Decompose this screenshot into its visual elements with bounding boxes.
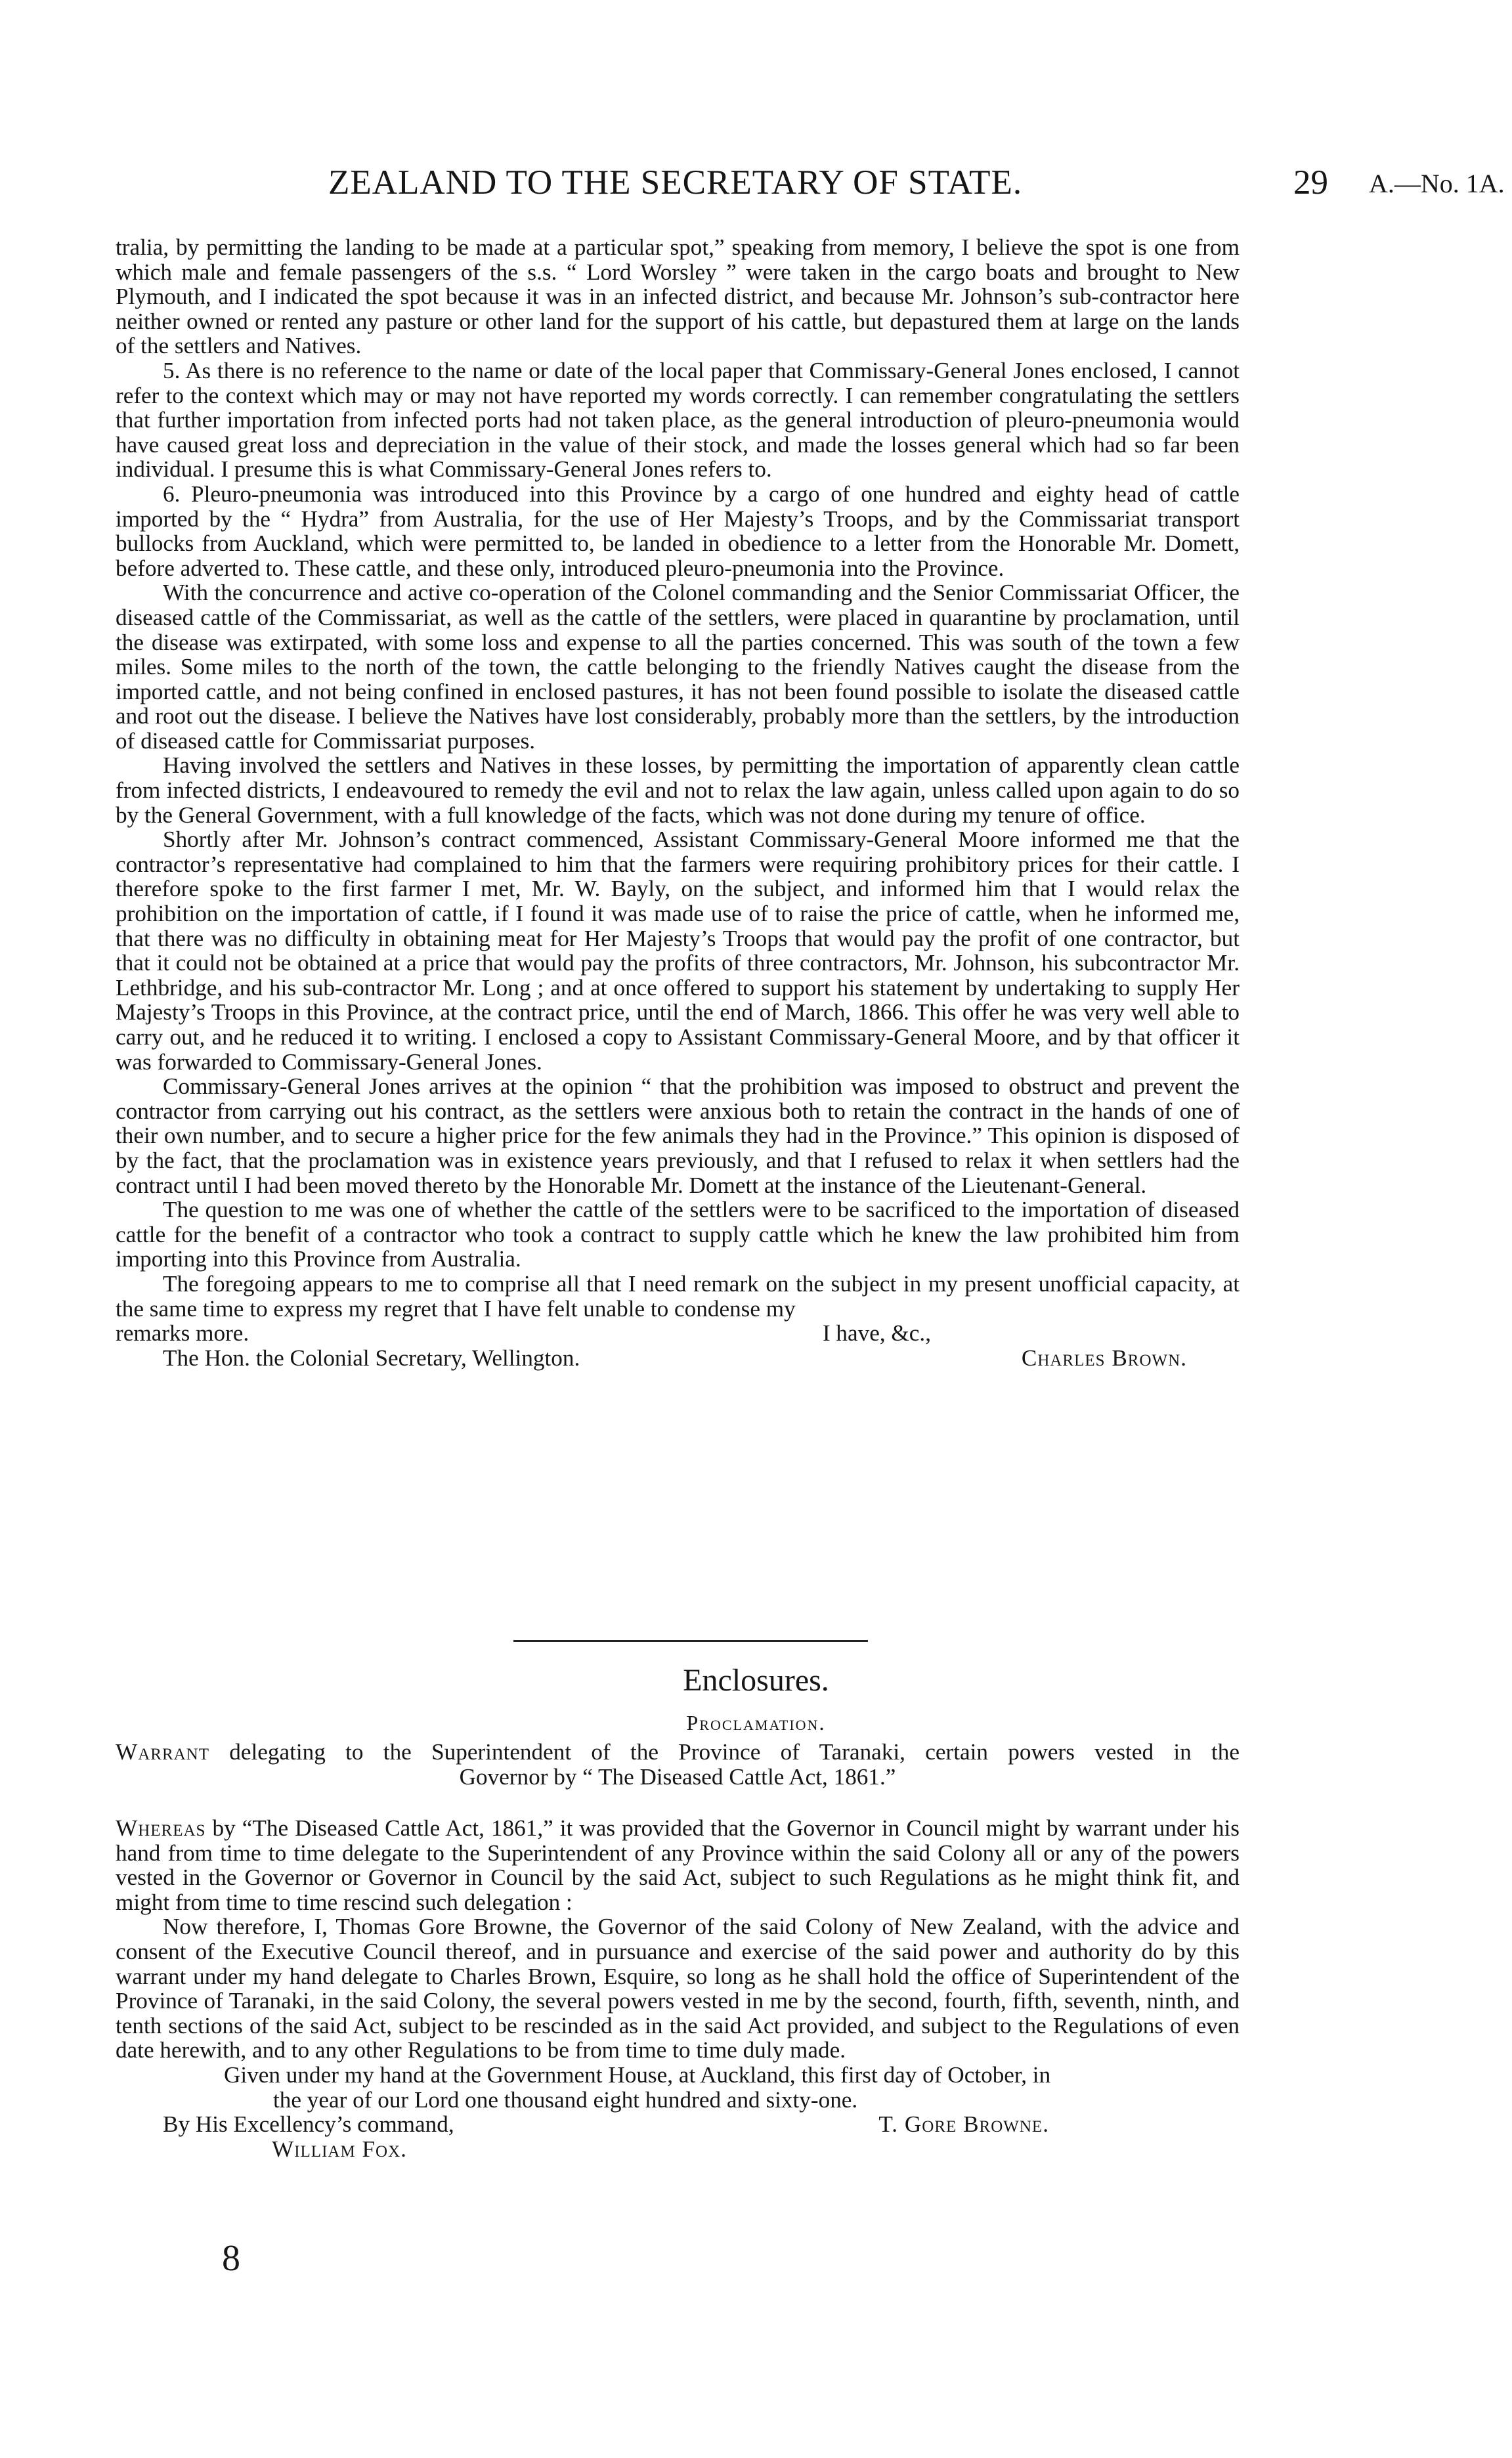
warrant-line-1 bbox=[116, 1740, 1240, 1765]
warrant-word: Warrant bbox=[116, 1739, 209, 1765]
remarks-more: remarks more. bbox=[116, 1320, 249, 1347]
whereas-word: Whereas bbox=[116, 1815, 206, 1841]
paragraph-contract: Shortly after Mr. Johnson’s contract commenced, Assistant Commissary-General Moore informed me that the contractor’s representative had complained to him that the farmers were requiring prohibitory prices for their cattle. I therefore spoke to the first farmer I met, Mr. W. Bayly, on the subject, and informed him that I would relax the prohibition on the importation of cattle, if I found it was made use of to raise the price of cattle, when he informed me, that there was no difficulty in obtaining meat for Her Majesty’s Troops that would pay the profit of one contractor, but that it could not be obtained at a price that would pay the profits of three contractors, Mr. Johnson, his subcontractor Mr. Lethbridge, and his sub-contractor Mr. Long ; and at once offered to support his statement by undertaking to supply Her Majesty’s Troops in this Province, at the contract price, until the end of March, 1866. This offer he was very well able to carry out, and he reduced it to writing. I enclosed a copy to Assistant Commissary-General Moore, and by that officer it was forwarded to Commissary-General Jones. bbox=[116, 827, 1240, 1075]
signature: Charles Brown. bbox=[1021, 1345, 1187, 1371]
letter-body bbox=[116, 235, 1240, 1370]
warrant-line-2: Governor by “ The Diseased Cattle Act, 1861.” bbox=[459, 1763, 896, 1790]
command-line bbox=[116, 2112, 1240, 2137]
proclamation-body bbox=[116, 1816, 1240, 2161]
paragraph-opinion: Commissary-General Jones arrives at the opinion “ that the prohibition was imposed to obstruct and prevent the contractor from carrying out his contract, as the settlers were anxious both to retain the contract in the hands of one of their own number, and to secure a higher price for the few animals they had in the Province.” This opinion is disposed of by the fact, that the proclamation was in existence years previously, and that I refused to relax it when settlers had the contract until I had been moved thereto by the Honorable Mr. Domett at the instance of the Lieutenant-General. bbox=[116, 1073, 1240, 1198]
proclamation-heading: Proclamation. bbox=[686, 1711, 826, 1735]
governor-signature: T. Gore Browne. bbox=[878, 2111, 1049, 2138]
valediction: I have, &c., bbox=[822, 1320, 931, 1347]
enclosures-heading: Enclosures. bbox=[683, 1663, 829, 1698]
closing-line bbox=[116, 1321, 1240, 1346]
page-header bbox=[118, 163, 1505, 215]
paragraph-5: 5. As there is no reference to the name or date of the local paper that Commissary-General Jones enclosed, I cannot refer to the context which may or may not have reported my words correctly. I can remember congratulating the settlers that further importation from infected ports had not taken place, as the general introduction of pleuro-pneumonia would have caused great loss and depreciation in the value of their stock, and made the losses general which had so far been individual. I presume this is what Commissary-General Jones refers to. bbox=[116, 357, 1240, 483]
paragraph-losses: Having involved the settlers and Natives in these losses, by permitting the importation of apparently clean cattle from infected districts, I endeavoured to remedy the evil and not to relax the law again, unless called upon again to do so by the General Government, with a full knowledge of the facts, which was not done during my tenure of office. bbox=[116, 752, 1240, 828]
page-number: 29 bbox=[1293, 163, 1328, 202]
now-therefore-paragraph: Now therefore, I, Thomas Gore Browne, the Governor of the said Colony of New Zealand, with the advice and consent of the Executive Council thereof, and in pursuance and exercise of the said power and authority do by this warrant under my hand delegate to Charles Brown, Esquire, so long as he shall hold the office of Superintendent of the Province of Taranaki, in the said Colony, the several powers vested in me by the second, fourth, fifth, seventh, ninth, and tenth sections of the said Act, subject to be rescinded as in the said Act provided, and subject to the Regulations of even date herewith, and to any other Regulations to be from time to time duly made. bbox=[116, 1914, 1240, 2063]
paragraph-6: 6. Pleuro-pneumonia was introduced into this Province by a cargo of one hundred and eighty head of cattle imported by the “ Hydra” from Australia, for the use of Her Majesty’s Troops, and by the Commissariat transport bullocks from Auckland, which were permitted to, be landed in obedience to a letter from the Honorable Mr. Domett, before adverted to. These cattle, and these only, introduced pleuro-pneumonia into the Province. bbox=[116, 481, 1240, 581]
sheet-number: 8 bbox=[222, 2238, 240, 2279]
document-reference: A.—No. 1A. bbox=[1369, 169, 1505, 198]
section-divider bbox=[513, 1640, 868, 1642]
secretary-signature: William Fox. bbox=[272, 2136, 407, 2162]
paragraph-question: The question to me was one of whether the cattle of the settlers were to be sacrificed to the importation of diseased cattle for the benefit of a contractor who took a contract to supply cattle which he knew the law prohibited him from importing into this Province from Australia. bbox=[116, 1197, 1240, 1272]
paragraph-continuation: tralia, by permitting the landing to be made at a particular spot,” speaking from memory, I believe the spot is one from which male and female passengers of the s.s. “ Lord Worsley ” were taken in the cargo boats and brought to New Plymouth, and I indicated the spot because it was in an infected district, and because Mr. Johnson’s sub-contractor here neither owned or rented any pasture or other land for the support of his cattle, but depastured them at large on the lands of the settlers and Natives. bbox=[116, 234, 1240, 359]
given-line-1: Given under my hand at the Government House, at Auckland, this first day of October, in bbox=[224, 2061, 1051, 2088]
whereas-paragraph bbox=[116, 1816, 1240, 1914]
by-command: By His Excellency’s command, bbox=[163, 2111, 454, 2138]
given-line-2: the year of our Lord one thousand eight hundred and sixty-one. bbox=[273, 2086, 858, 2113]
addressee-line bbox=[116, 1346, 1240, 1371]
warrant-title bbox=[116, 1740, 1240, 1789]
warrant-text: delegating to the Superintendent of the Province of Taranaki, certain powers vested in the bbox=[229, 1739, 1240, 1765]
paragraph-quarantine: With the concurrence and active co-operation of the Colonel commanding and the Senior Commissariat Officer, the diseased cattle of the Commissariat, as well as the cattle of the settlers, were placed in quarantine by proclamation, until the disease was extirpated, with some loss and expense to all the parties concerned. This was south of the town a few miles. Some miles to the north of the town, the cattle belonging to the friendly Natives caught the disease from the imported cattle, and not being confined in enclosed pastures, it has not been found possible to isolate the diseased cattle and root out the disease. I believe the Natives have lost considerably, probably more than the settlers, by the introduction of diseased cattle for Commissariat purposes. bbox=[116, 580, 1240, 754]
addressee: The Hon. the Colonial Secretary, Wellington. bbox=[163, 1345, 580, 1371]
whereas-text: by “The Diseased Cattle Act, 1861,” it was provided that the Governor in Council might by warrant under his hand from time to time delegate to the Superintendent of any Province within the said Colony all or any of the powers vested in the Governor or Governor in Council by the said Act, subject to such Regulations as he might think fit, and might from time to time rescind such delegation : bbox=[116, 1815, 1240, 1915]
paragraph-foregoing: The foregoing appears to me to comprise all that I need remark on the subject in my present unofficial capacity, at the same time to express my regret that I have felt unable to condense my bbox=[116, 1270, 1240, 1322]
running-title: ZEALAND TO THE SECRETARY OF STATE. bbox=[328, 163, 1023, 202]
